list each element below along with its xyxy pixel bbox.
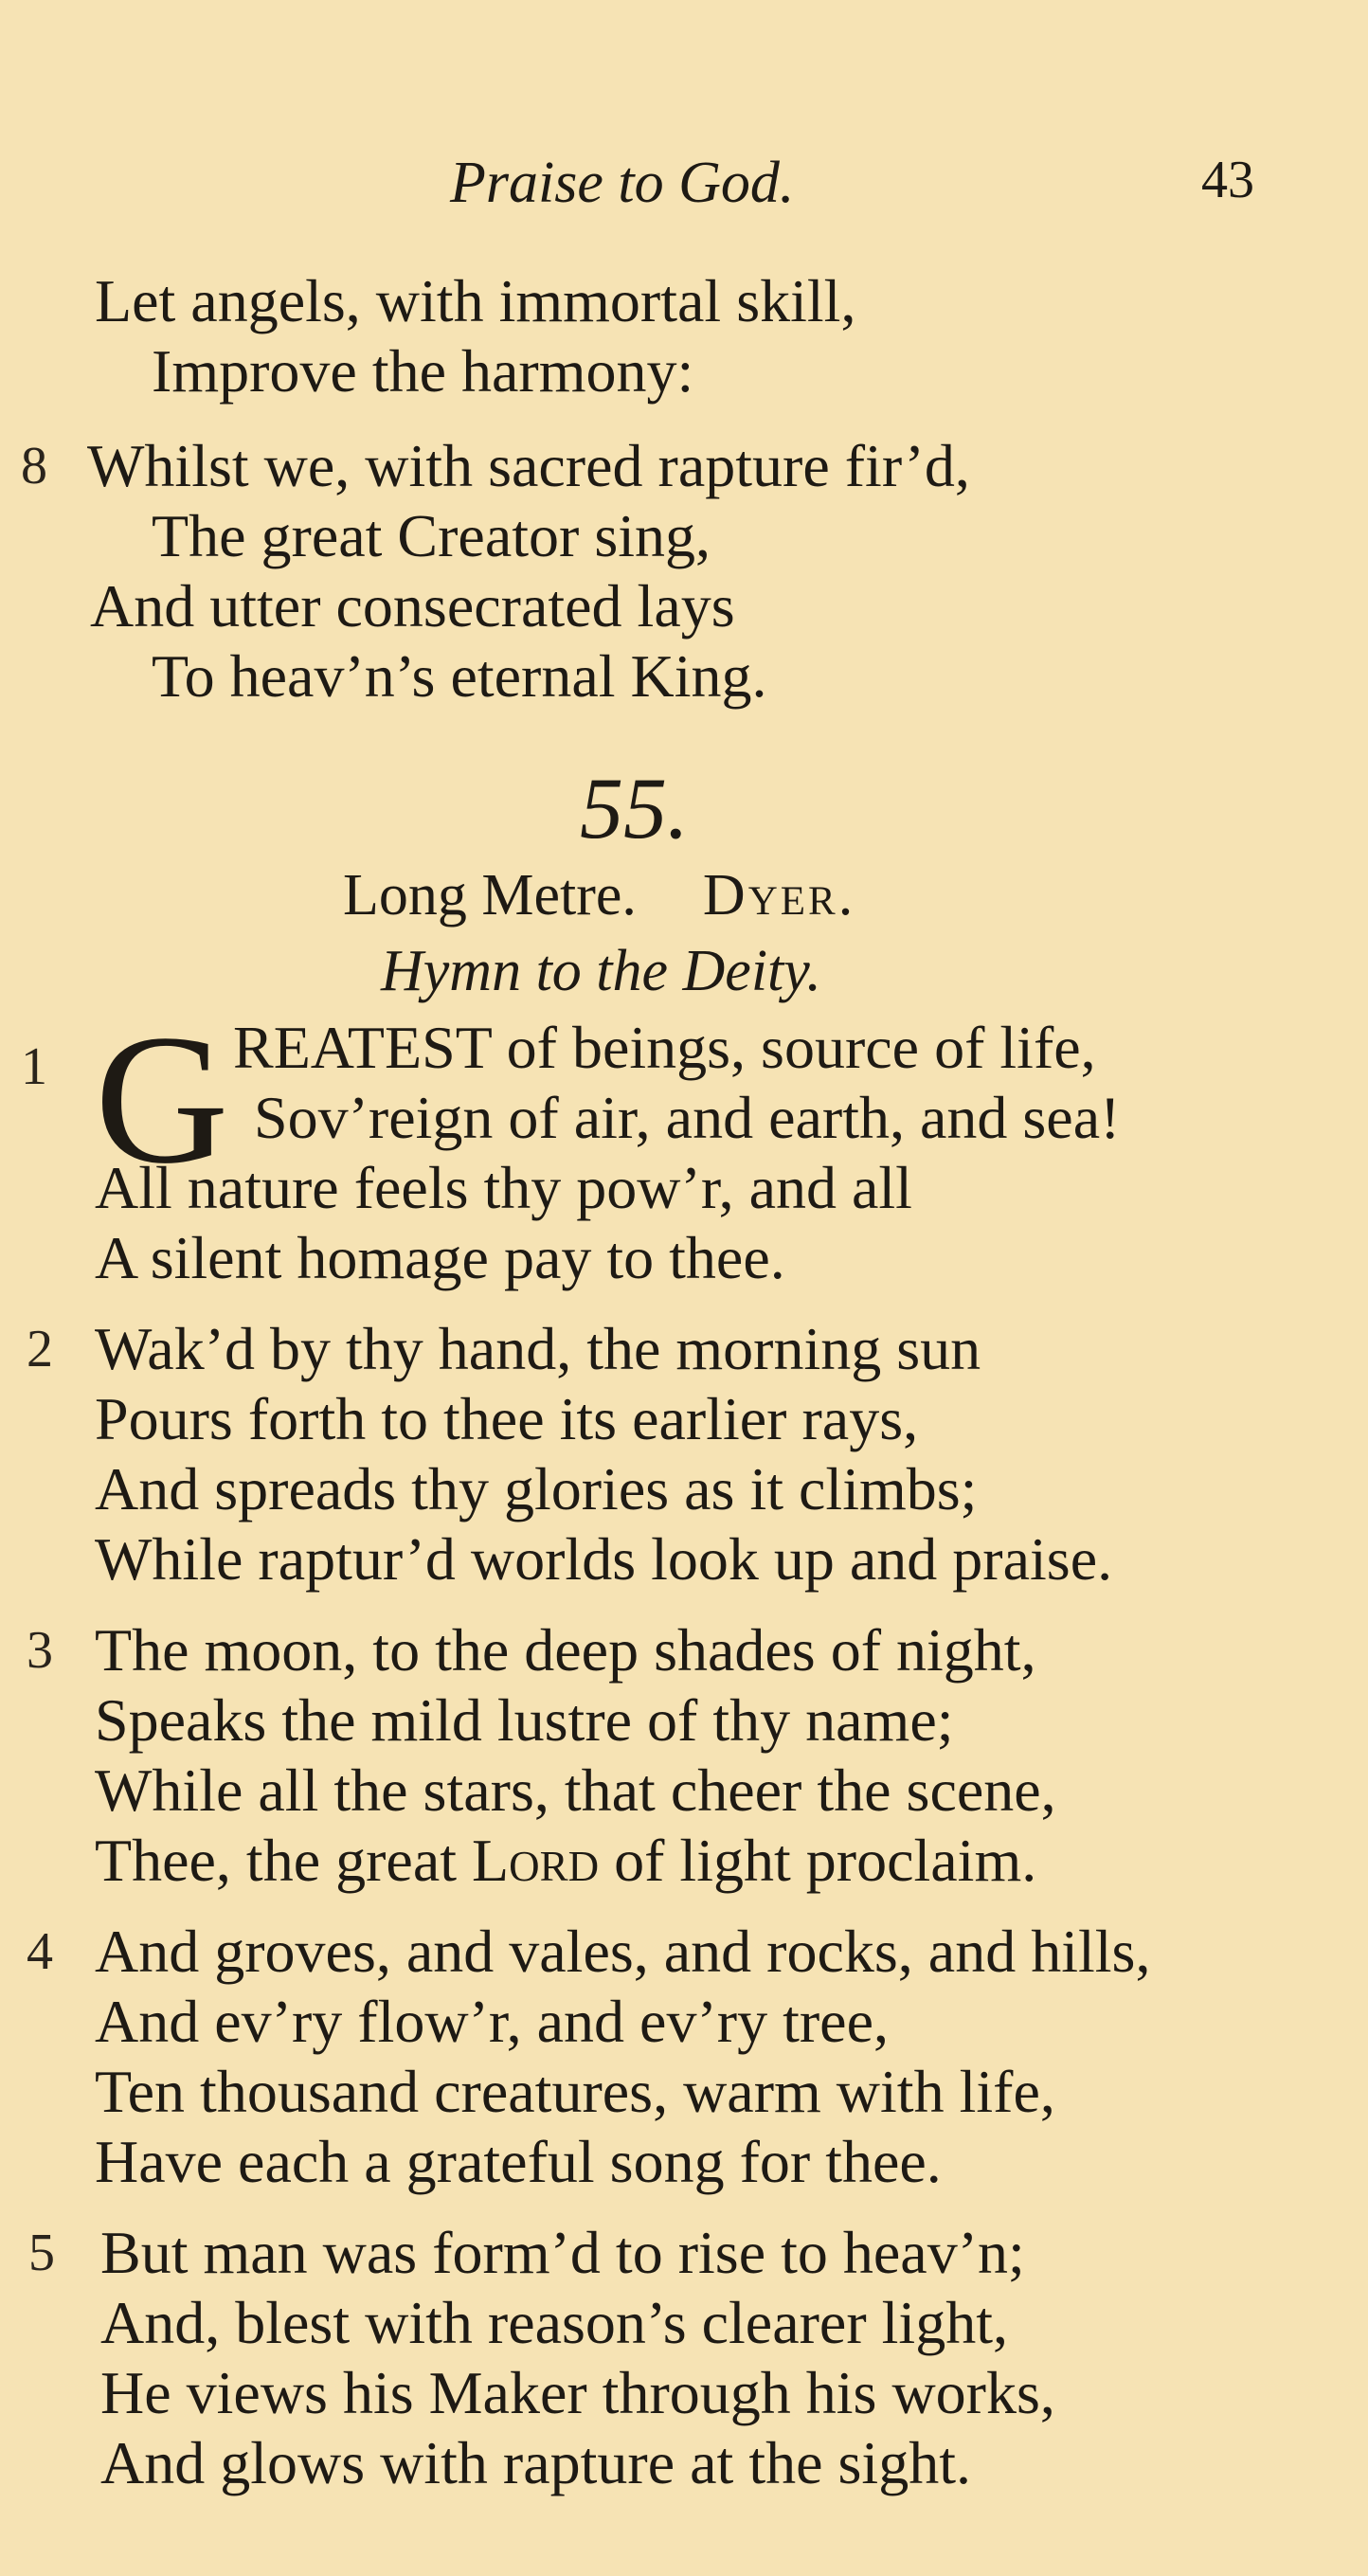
verse-line: A silent homage pay to thee. <box>95 1224 785 1291</box>
stanza-number: 4 <box>27 1922 53 1981</box>
continuation-line-1: Let angels, with immortal skill, <box>95 267 856 334</box>
verse-line: Ten thousand creatures, warm with life, <box>95 2058 1055 2125</box>
verse-line: Sov’reign of air, and earth, and sea! <box>254 1084 1121 1151</box>
verse-line: All nature feels thy pow’r, and all <box>95 1154 912 1221</box>
continuation-line-2: Improve the harmony: <box>152 337 694 405</box>
verse-line: Have each a grateful song for thee. <box>95 2128 942 2195</box>
stanza-number: 8 <box>21 437 47 495</box>
meter-line <box>343 862 855 929</box>
stanza-number: 1 <box>21 1037 47 1096</box>
verse-line: And, blest with reason’s clearer light, <box>100 2289 1008 2356</box>
verse-line: Wak’d by thy hand, the morning sun <box>95 1315 981 1382</box>
verse-line: And glows with rapture at the sight. <box>100 2429 971 2496</box>
verse-line: To heav’n’s eternal King. <box>152 642 767 710</box>
verse-line: He views his Maker through his works, <box>100 2359 1055 2426</box>
stanza-number: 5 <box>28 2224 55 2282</box>
verse-line: Pours forth to thee its earlier rays, <box>95 1385 919 1452</box>
meter-name: Long Metre. <box>343 863 637 928</box>
verse-fragment: of light proclaim. <box>614 1827 1037 1894</box>
hymn-title: Hymn to the Deity. <box>381 939 821 1003</box>
verse-line: The moon, to the deep shades of night, <box>95 1616 1036 1684</box>
verse-line: And spreads thy glories as it climbs; <box>95 1455 978 1522</box>
tune-name: Dyer. <box>702 863 856 928</box>
verse-line: The great Creator sing, <box>152 502 711 569</box>
stanza-number: 2 <box>27 1320 53 1378</box>
stanza-number: 3 <box>27 1621 53 1680</box>
verse-line: And utter consecrated lays <box>90 572 735 639</box>
page-number: 43 <box>1201 151 1254 209</box>
verse-line: While all the stars, that cheer the scene, <box>95 1756 1056 1824</box>
verse-line: Speaks the mild lustre of thy name; <box>95 1686 954 1754</box>
hymn-number: 55. <box>580 760 689 856</box>
verse-line <box>95 1827 1036 1895</box>
verse-line: REATEST of beings, source of life, <box>233 1014 1096 1081</box>
verse-line: While raptur’d worlds look up and praise. <box>95 1525 1113 1593</box>
divine-name-lord: Lord <box>472 1827 600 1894</box>
verse-line: But man was form’d to rise to heav’n; <box>100 2219 1025 2286</box>
verse-line: Whilst we, with sacred rapture fir’d, <box>87 432 970 499</box>
verse-line: And groves, and vales, and rocks, and hills, <box>95 1918 1151 1985</box>
verse-line: And ev’ry flow’r, and ev’ry tree, <box>95 1988 889 2055</box>
drop-capital: G <box>95 997 229 1202</box>
verse-fragment: Thee, the great <box>95 1827 457 1894</box>
running-header-title: Praise to God. <box>450 151 795 215</box>
